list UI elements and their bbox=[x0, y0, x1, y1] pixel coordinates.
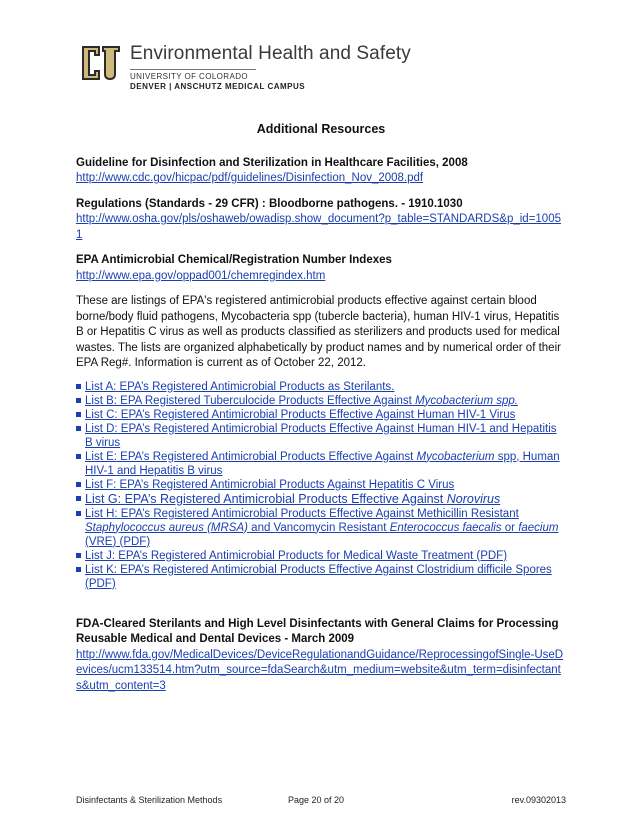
list-item bbox=[76, 563, 566, 591]
list-f-link[interactable]: List F: EPA’s Registered Antimicrobial Products Against Hepatitis C Virus bbox=[85, 478, 455, 491]
header-divider bbox=[130, 69, 256, 70]
org-title: Environmental Health and Safety bbox=[130, 43, 411, 64]
list-h-link[interactable]: List H: EPA’s Registered Antimicrobial Products Effective Against Methicillin Resistant Staphylococcus aureus (MRSA) and Vancomycin Resistant Enterococcus faecalis or faecium (VRE) (PDF) bbox=[85, 507, 559, 548]
bullet-icon bbox=[76, 384, 81, 389]
bullet-icon bbox=[76, 482, 81, 487]
epa-link[interactable]: http://www.epa.gov/oppad001/chemregindex.htm bbox=[76, 269, 326, 282]
list-j-link[interactable]: List J: EPA’s Registered Antimicrobial Products for Medical Waste Treatment (PDF) bbox=[85, 549, 508, 562]
letterhead bbox=[78, 38, 498, 100]
list-c-link[interactable]: List C: EPA’s Registered Antimicrobial Products Effective Against Human HIV-1 Virus bbox=[85, 408, 516, 421]
list-k-link[interactable]: List K: EPA’s Registered Antimicrobial Products Effective Against Clostridium difficile Spores (PDF) bbox=[85, 563, 552, 590]
list-e-link[interactable]: List E: EPA’s Registered Antimicrobial Products Effective Against Mycobacterium spp, Human HIV-1 and Hepatitis B virus bbox=[85, 450, 560, 477]
epa-description: These are listings of EPA's registered antimicrobial products effective against certain blood borne/body fluid pathogens, Mycobacteria spp (tubercle bacteria), human HIV-1 virus, Hepatitis B or Hepatitis C virus as well as products classified as sterilizers and products used for medical wastes. The lists are organized alphabetically by product names and by numerical order of their EPA Reg#. Information is current as of October 22, 2012. bbox=[76, 295, 561, 369]
epa-title: EPA Antimicrobial Chemical/Registration Number Indexes bbox=[76, 254, 392, 266]
guideline-link[interactable]: http://www.cdc.gov/hicpac/pdf/guidelines/Disinfection_Nov_2008.pdf bbox=[76, 172, 424, 184]
bullet-icon bbox=[76, 496, 81, 501]
regulations-link[interactable]: http://www.osha.gov/pls/oshaweb/owadisp.show_document?p_table=STANDARDS&p_id=10051 bbox=[76, 213, 561, 241]
bullet-icon bbox=[76, 398, 81, 403]
guideline-section bbox=[76, 156, 566, 187]
list-item bbox=[76, 422, 566, 450]
document-body bbox=[76, 122, 566, 694]
list-item bbox=[76, 450, 566, 478]
list-item bbox=[76, 394, 566, 408]
page-title: Additional Resources bbox=[256, 122, 386, 136]
footer-revision: rev.09302013 bbox=[511, 795, 566, 805]
cu-logo-icon bbox=[78, 40, 124, 86]
regulations-title: Regulations (Standards - 29 CFR) : Bloodborne pathogens. - 1910.1030 bbox=[76, 197, 463, 210]
list-item bbox=[76, 408, 566, 422]
bullet-icon bbox=[76, 426, 81, 431]
bullet-icon bbox=[76, 511, 81, 516]
list-b-link[interactable]: List B: EPA Registered Tuberculocide Products Effective Against Mycobacterium spp. bbox=[85, 394, 518, 407]
epa-list bbox=[76, 380, 566, 591]
list-d-link[interactable]: List D: EPA’s Registered Antimicrobial Products Effective Against Human HIV-1 and Hepatitis B virus bbox=[85, 422, 557, 449]
guideline-title: Guideline for Disinfection and Sterilization in Healthcare Facilities, 2008 bbox=[76, 156, 468, 169]
fda-section bbox=[76, 617, 566, 695]
list-item bbox=[76, 549, 566, 563]
list-g-link[interactable]: List G: EPA’s Registered Antimicrobial Products Effective Against Norovirus bbox=[85, 491, 501, 506]
bullet-icon bbox=[76, 454, 81, 459]
list-item bbox=[76, 380, 566, 394]
fda-link[interactable]: http://www.fda.gov/MedicalDevices/DeviceRegulationandGuidance/ReprocessingofSingle-UseDevices/ucm133514.htm?utm_source=fdaSearch&utm_medium=website&utm_term=disinfectants&utm_content=3 bbox=[76, 648, 564, 692]
bullet-icon bbox=[76, 567, 81, 572]
regulations-section bbox=[76, 197, 566, 244]
list-item bbox=[76, 507, 566, 549]
campus-name: DENVER | ANSCHUTZ MEDICAL CAMPUS bbox=[130, 82, 306, 91]
bullet-icon bbox=[76, 412, 81, 417]
list-item bbox=[76, 492, 566, 507]
epa-section bbox=[76, 253, 566, 591]
list-a-link[interactable]: List A: EPA’s Registered Antimicrobial Products as Sterilants. bbox=[85, 380, 395, 393]
bullet-icon bbox=[76, 553, 81, 558]
university-name: UNIVERSITY OF COLORADO bbox=[130, 72, 249, 81]
footer-doc-title: Disinfectants & Sterilization Methods bbox=[76, 795, 223, 805]
footer-page-number: Page 20 of 20 bbox=[288, 795, 345, 805]
fda-title: FDA-Cleared Sterilants and High Level Disinfectants with General Claims for Processing Reusable Medical and Dental Devices - March 2009 bbox=[76, 617, 559, 645]
list-item bbox=[76, 478, 566, 492]
